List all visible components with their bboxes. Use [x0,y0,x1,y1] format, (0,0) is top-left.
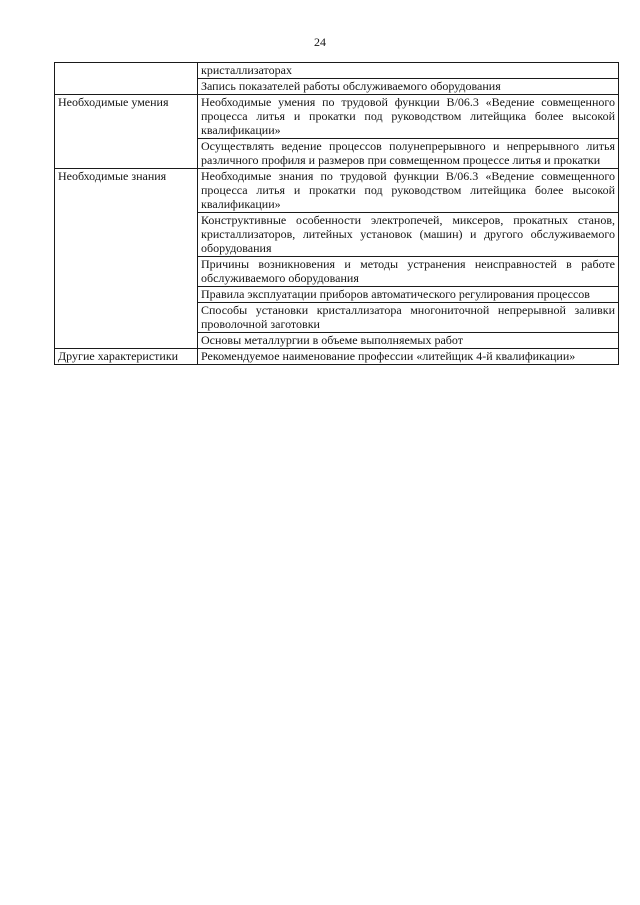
table-cell: Правила эксплуатации приборов автоматического регулирования процессов [198,287,619,303]
table-row [55,349,619,365]
table-cell: Необходимые умения по трудовой функции B/06.3 «Ведение совмещенного процесса литья и прокатки под руководством литейщика более высокой квалификации» [198,95,619,139]
row-label-continued [55,63,198,95]
table-cell: Необходимые знания по трудовой функции B/06.3 «Ведение совмещенного процесса литья и прокатки под руководством литейщика более высокой квалификации» [198,169,619,213]
characteristics-table [54,62,619,365]
row-label-skills: Необходимые умения [55,95,198,169]
row-label-knowledge: Необходимые знания [55,169,198,349]
table-cell: Конструктивные особенности электропечей, миксеров, прокатных станов, кристаллизаторов, литейных установок (машин) и другого обслуживаемого оборудования [198,213,619,257]
table-cell: Запись показателей работы обслуживаемого оборудования [198,79,619,95]
table-cell: Причины возникновения и методы устранения неисправностей в работе обслуживаемого оборудования [198,257,619,287]
table-cell: Основы металлургии в объеме выполняемых работ [198,333,619,349]
table-cell: Способы установки кристаллизатора многониточной непрерывной заливки проволочной заготовки [198,303,619,333]
table-cell: Осуществлять ведение процессов полунепрерывного и непрерывного литья различного профиля и размеров при совмещенном процессе литья и прокатки [198,139,619,169]
page-number: 24 [314,35,326,49]
table-row [55,169,619,213]
row-label-other: Другие характеристики [55,349,198,365]
table-cell: кристаллизаторах [198,63,619,79]
table-row [55,63,619,79]
table-cell: Рекомендуемое наименование профессии «литейщик 4-й квалификации» [198,349,619,365]
table-row [55,95,619,139]
